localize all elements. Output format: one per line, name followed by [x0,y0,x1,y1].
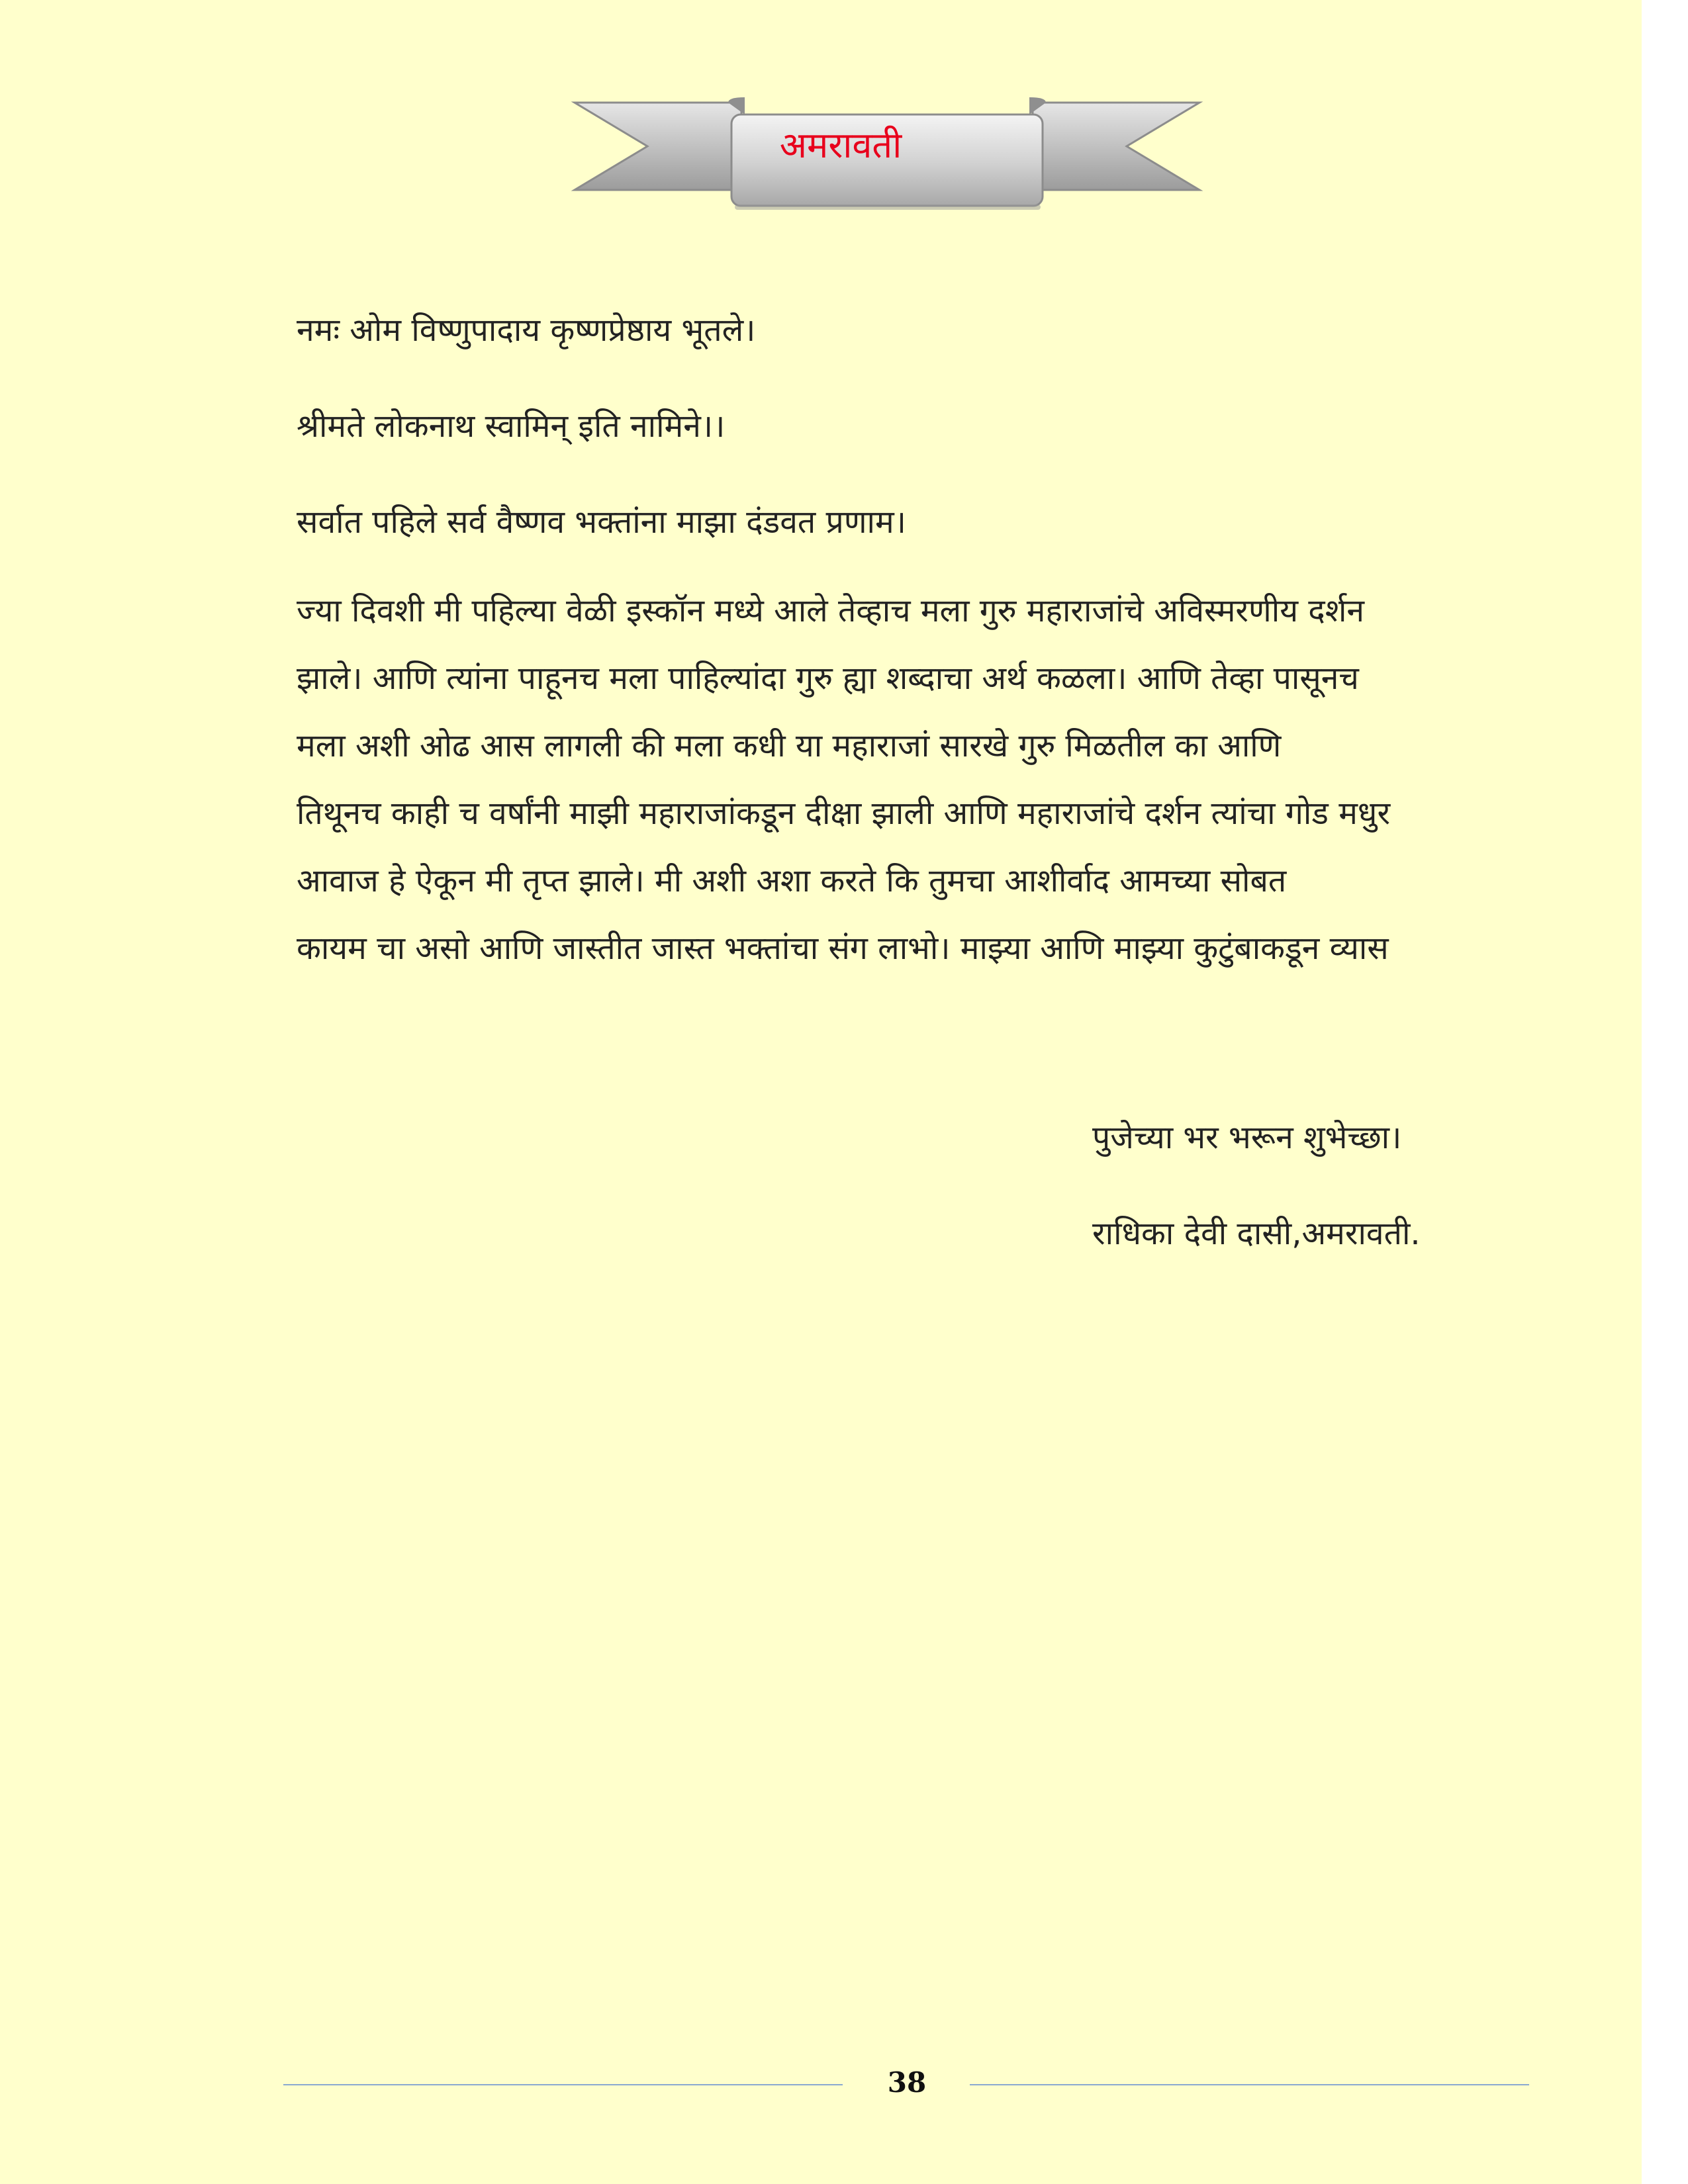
paragraph-line: झाले। आणि त्यांना पाहूनच मला पाहिल्यांदा गुरु ह्या शब्दाचा अर्थ कळला। आणि तेव्हा पासूनच [297,660,1359,697]
paragraph-line: कायम चा असो आणि जास्तीत जास्त भक्तांचा संग लाभो। माझ्या आणि माझ्या कुटुंबाकडून व्यास [297,930,1389,967]
body-paragraph [297,577,1515,982]
signature-line: राधिका देवी दासी,अमरावती. [1092,1215,1421,1252]
banner-title: अमरावती [779,124,902,166]
paragraph-line: मला अशी ओढ आस लागली की मला कधी या महाराजां सारखे गुरु मिळतील का आणि [297,727,1282,764]
paragraph-line: ज्या दिवशी मी पहिल्या वेळी इस्कॉन मध्ये आले तेव्हाच मला गुरु महाराजांचे अविस्मरणीय दर्शन [297,592,1365,629]
invocation-verses [297,296,1515,584]
verse-line: श्रीमते लोकनाथ स्वामिन् इति नामिने।। [297,408,726,445]
verse-line: नमः ओम विष्णुपादाय कृष्णप्रेष्ठाय भूतले। [297,312,756,349]
footer-rule-right [970,2084,1529,2085]
greeting-line: पुजेच्या भर भरून शुभेच्छा। [1092,1119,1402,1156]
page-number: 38 [887,2066,927,2099]
footer-rule-left [283,2084,843,2085]
verse-line: सर्वात पहिले सर्व वैष्णव भक्तांना माझा दंडवत प्रणाम। [297,504,906,541]
paragraph-line: आवाज हे ऐकून मी तृप्त झाले। मी अशी अशा करते कि तुमचा आशीर्वाद आमच्या सोबत [297,862,1287,899]
title-banner [569,96,1205,218]
paragraph-line: तिथूनच काही च वर्षांनी माझी महाराजांकडून दीक्षा झाली आणि महाराजांचे दर्शन त्यांचा गोड मधुर [297,795,1391,832]
